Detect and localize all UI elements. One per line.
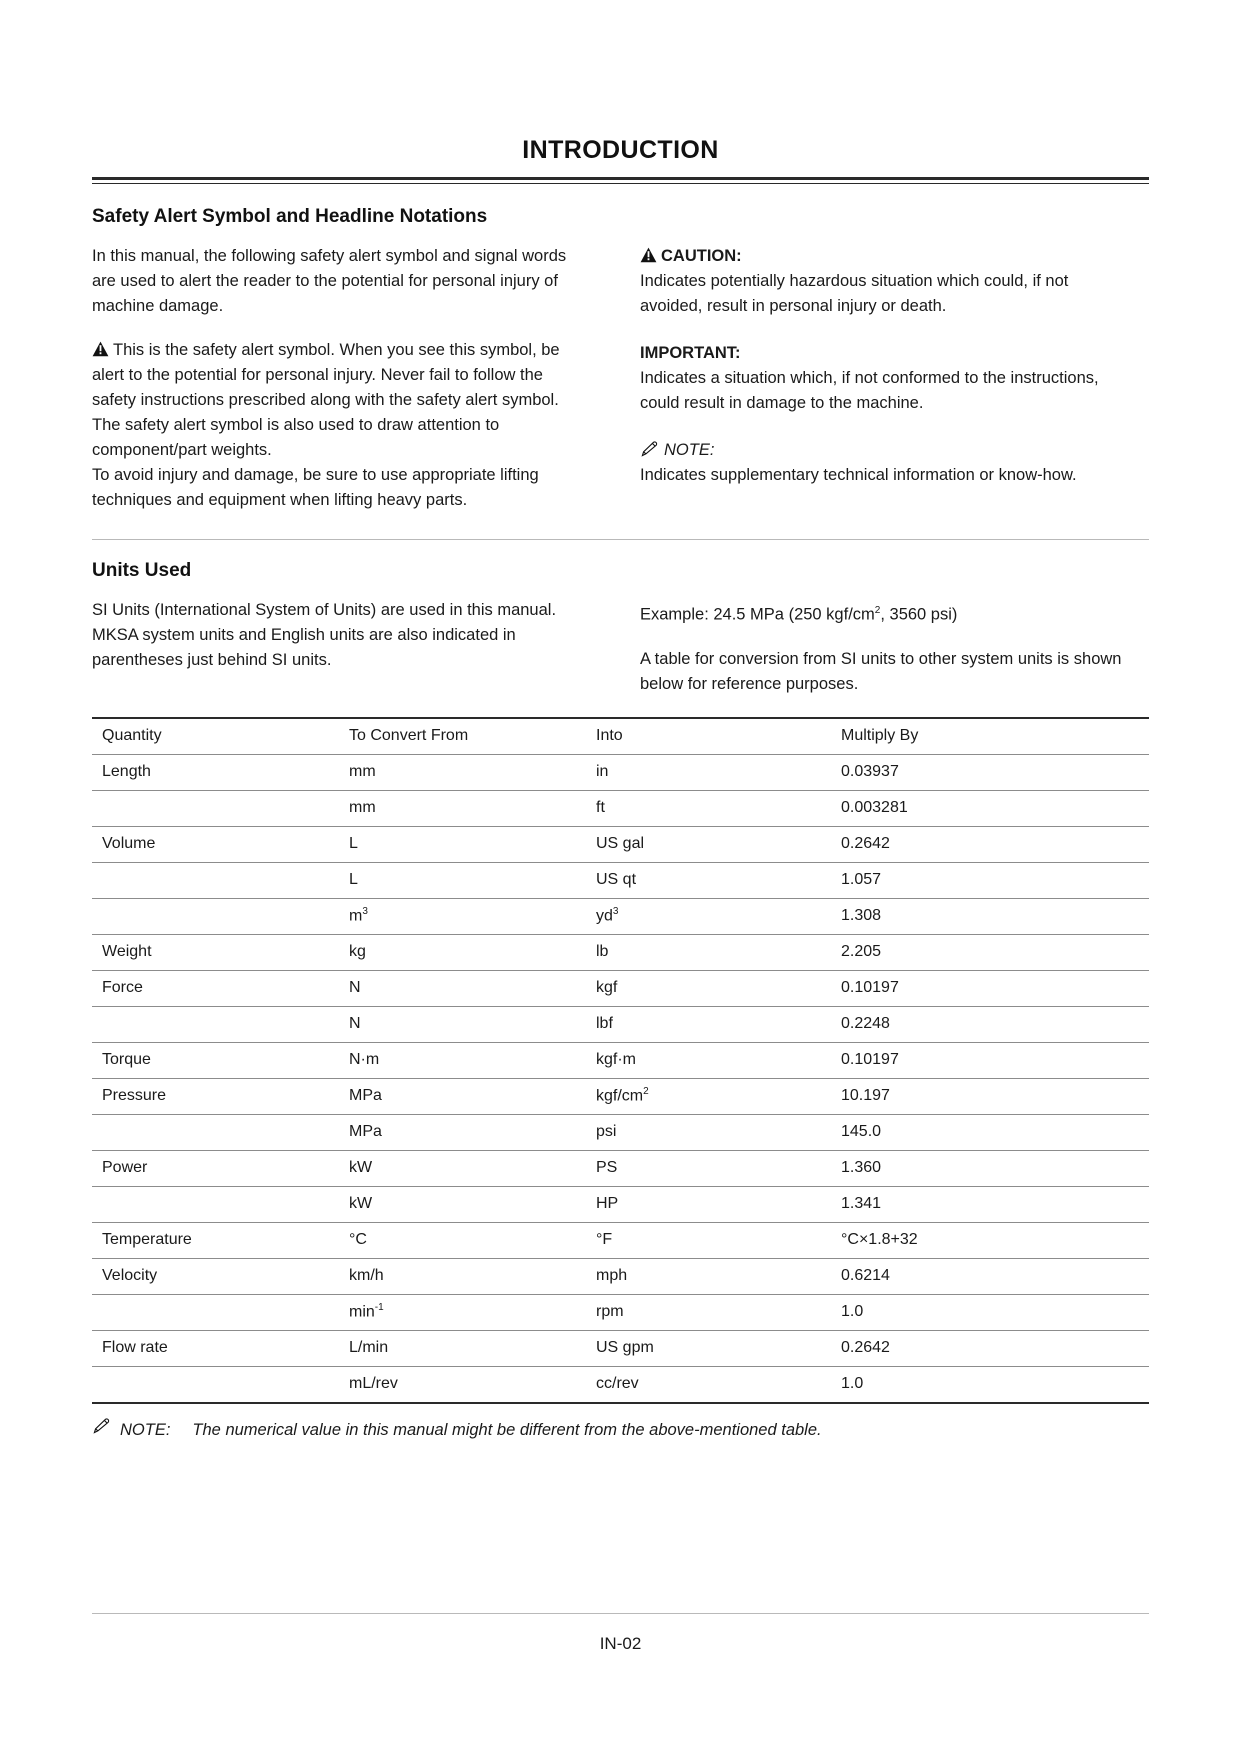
table-row (92, 790, 1149, 826)
cell-into: US qt (586, 862, 831, 898)
cell-quantity: Power (92, 1150, 339, 1186)
cell-multiply-by: 0.003281 (831, 790, 1149, 826)
table-row (92, 1114, 1149, 1150)
cell-convert-from: kg (339, 934, 586, 970)
table-row (92, 1330, 1149, 1366)
cell-multiply-by: 1.057 (831, 862, 1149, 898)
cell-into: US gpm (586, 1330, 831, 1366)
cell-into: lbf (586, 1006, 831, 1042)
note-text: Indicates supplementary technical information or know-how. (640, 466, 1077, 484)
table-row (92, 1186, 1149, 1222)
cell-convert-from: mm (339, 754, 586, 790)
cell-convert-from: N (339, 1006, 586, 1042)
cell-quantity (92, 1186, 339, 1222)
cell-convert-from: kW (339, 1186, 586, 1222)
cell-into: US gal (586, 826, 831, 862)
cell-convert-from: km/h (339, 1258, 586, 1294)
safety-alert-triangle-icon (92, 341, 109, 357)
cell-quantity: Flow rate (92, 1330, 339, 1366)
cell-into: HP (586, 1186, 831, 1222)
section-heading-units: Units Used (92, 560, 192, 581)
cell-convert-from: MPa (339, 1078, 586, 1114)
cell-quantity: Length (92, 754, 339, 790)
table-row (92, 826, 1149, 862)
table-header-from: To Convert From (339, 718, 586, 755)
cell-multiply-by: 0.03937 (831, 754, 1149, 790)
pencil-note-icon (640, 441, 658, 458)
cell-multiply-by: 2.205 (831, 934, 1149, 970)
safety-lifting-paragraph: To avoid injury and damage, be sure to use appropriate lifting techniques and equipment when lifting heavy parts. (92, 466, 539, 509)
cell-quantity (92, 1114, 339, 1150)
units-right-column (640, 598, 1132, 697)
cell-quantity: Velocity (92, 1258, 339, 1294)
table-footnote (92, 1418, 1149, 1442)
table-row (92, 1078, 1149, 1114)
page-title: INTRODUCTION (522, 136, 719, 164)
units-left-column (92, 598, 584, 697)
cell-quantity: Torque (92, 1042, 339, 1078)
footnote-pencil-icon (92, 1418, 110, 1435)
table-header-row (92, 718, 1149, 755)
units-two-column-block (92, 598, 1149, 697)
cell-convert-from: L (339, 862, 586, 898)
safety-intro-paragraph: In this manual, the following safety alert symbol and signal words are used to alert the reader to the potential for personal injury of machine damage. (92, 247, 567, 315)
cell-multiply-by: 10.197 (831, 1078, 1149, 1114)
cell-into: in (586, 754, 831, 790)
title-divider (92, 177, 1149, 184)
cell-into: PS (586, 1150, 831, 1186)
cell-convert-from: N (339, 970, 586, 1006)
cell-quantity: Pressure (92, 1078, 339, 1114)
cell-convert-from: L/min (339, 1330, 586, 1366)
cell-into: lb (586, 934, 831, 970)
units-description: SI Units (International System of Units) are used in this manual. MKSA system units and English units are also indicated in parentheses just behind SI units. (92, 601, 557, 669)
cell-into: kgf (586, 970, 831, 1006)
table-row (92, 1006, 1149, 1042)
cell-into: mph (586, 1258, 831, 1294)
cell-quantity: Volume (92, 826, 339, 862)
safety-weights-paragraph: The safety alert symbol is also used to draw attention to component/part weights. (92, 416, 500, 459)
table-row (92, 862, 1149, 898)
units-example-sup: 2 (874, 605, 881, 616)
cell-convert-from: N·m (339, 1042, 586, 1078)
table-header-quantity: Quantity (92, 718, 339, 755)
cell-multiply-by: 1.0 (831, 1294, 1149, 1330)
units-example-prefix: Example: 24.5 MPa (250 kgf/cm (640, 605, 875, 624)
table-row (92, 1042, 1149, 1078)
safety-right-column (640, 244, 1132, 513)
cell-convert-from: °C (339, 1222, 586, 1258)
safety-two-column-block (92, 244, 1149, 513)
table-body (92, 754, 1149, 1403)
cell-convert-from: kW (339, 1150, 586, 1186)
safety-left-column (92, 244, 584, 513)
cell-multiply-by: 0.10197 (831, 970, 1149, 1006)
cell-multiply-by: 0.2642 (831, 1330, 1149, 1366)
cell-convert-from: $m^3$ (339, 898, 586, 934)
section-heading-safety: Safety Alert Symbol and Headline Notations (92, 206, 488, 227)
table-row (92, 1222, 1149, 1258)
footnote-text: The numerical value in this manual might be different from the above-mentioned table. (192, 1420, 822, 1439)
footer-divider (92, 1613, 1149, 1614)
cell-into: $yd^3$ (586, 898, 831, 934)
caution-alert-triangle-icon (640, 247, 657, 263)
table-row (92, 1366, 1149, 1403)
cell-quantity (92, 1366, 339, 1403)
cell-convert-from: MPa (339, 1114, 586, 1150)
cell-quantity: Force (92, 970, 339, 1006)
table-row (92, 1150, 1149, 1186)
cell-quantity (92, 1294, 339, 1330)
table-header-multiply: Multiply By (831, 718, 1149, 755)
caution-text: Indicates potentially hazardous situation which could, if not avoided, result in personal injury or death. (640, 272, 1069, 315)
units-example (640, 598, 1132, 628)
table-row (92, 754, 1149, 790)
cell-multiply-by: °C×1.8+32 (831, 1222, 1149, 1258)
cell-multiply-by: 145.0 (831, 1114, 1149, 1150)
note-heading (640, 438, 1132, 463)
units-example-suffix: , 3560 psi) (880, 605, 958, 624)
cell-multiply-by: 1.341 (831, 1186, 1149, 1222)
table-row (92, 898, 1149, 934)
cell-convert-from: mm (339, 790, 586, 826)
cell-multiply-by: 0.2248 (831, 1006, 1149, 1042)
cell-into: °F (586, 1222, 831, 1258)
caution-heading (640, 244, 1132, 269)
cell-quantity (92, 898, 339, 934)
cell-quantity: Temperature (92, 1222, 339, 1258)
cell-quantity (92, 862, 339, 898)
caution-label: CAUTION: (661, 247, 742, 265)
cell-multiply-by: 1.308 (831, 898, 1149, 934)
cell-quantity: Weight (92, 934, 339, 970)
units-table-intro: A table for conversion from SI units to other system units is shown below for reference purposes. (640, 649, 1122, 693)
cell-quantity (92, 790, 339, 826)
cell-into: kgf·m (586, 1042, 831, 1078)
important-text: Indicates a situation which, if not conformed to the instructions, could result in damage to the machine. (640, 369, 1099, 412)
cell-into: ft (586, 790, 831, 826)
cell-multiply-by: 1.0 (831, 1366, 1149, 1403)
note-label: NOTE: (664, 441, 715, 459)
cell-multiply-by: 0.10197 (831, 1042, 1149, 1078)
cell-into: psi (586, 1114, 831, 1150)
table-row (92, 1258, 1149, 1294)
important-label: IMPORTANT: (640, 344, 741, 362)
cell-convert-from: $\min^{-1}$ (339, 1294, 586, 1330)
cell-multiply-by: 1.360 (831, 1150, 1149, 1186)
cell-multiply-by: 0.2642 (831, 826, 1149, 862)
cell-into: kgf/$cm^2$ (586, 1078, 831, 1114)
cell-into: cc/rev (586, 1366, 831, 1403)
footnote-label: NOTE: (120, 1420, 171, 1439)
cell-multiply-by: 0.6214 (831, 1258, 1149, 1294)
table-row (92, 1294, 1149, 1330)
cell-into: rpm (586, 1294, 831, 1330)
cell-convert-from: mL/rev (339, 1366, 586, 1403)
section-divider (92, 539, 1149, 540)
safety-symbol-text: This is the safety alert symbol. When you see this symbol, be alert to the potential for personal injury. Never fail to follow the safety instructions prescribed along with the safety alert symbol. (92, 341, 560, 409)
unit-conversion-table (92, 717, 1149, 1404)
page-number: IN-02 (599, 1634, 642, 1653)
cell-quantity (92, 1006, 339, 1042)
table-row (92, 970, 1149, 1006)
cell-convert-from: L (339, 826, 586, 862)
safety-symbol-paragraph (92, 338, 584, 413)
table-row (92, 934, 1149, 970)
table-header-into: Into (586, 718, 831, 755)
